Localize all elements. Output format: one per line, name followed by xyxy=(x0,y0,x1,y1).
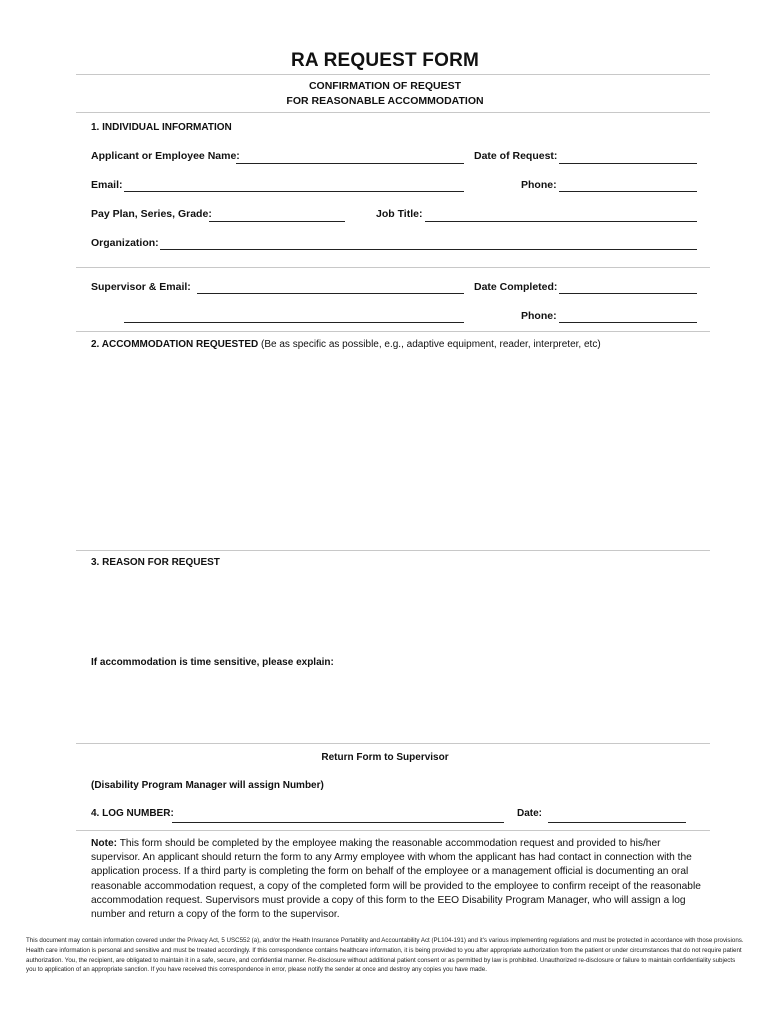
date-completed-field[interactable] xyxy=(559,293,697,294)
log-number-label: 4. LOG NUMBER: xyxy=(91,808,174,819)
privacy-disclaimer: This document may contain information covered under the Privacy Act, 5 USC552 (a), and/or the Health Insurance Portability and Accountability Act (PL104-191) and it's various implementing regulations and must be protected in accordance with those provisions. Health care information is personal and sensitive and must be treated accordingly. If this correspondence contains healthcare information, it is being provided to you after appropriate authorization from the patient or under circumstances that do not require patient authorization. You, the recipient, are obligated to maintain it in a safe, secure, and confidential manner. Re-disclosure without additional patient consent or as permitted by law is prohibited. Unauthorized re-disclosure or failure to maintain confidentiality subjects you to application of an appropriate sanction. If you have received this correspondence in error, please notify the sender at once and destroy any copies you have made. xyxy=(26,937,744,974)
dpm-assign-label: (Disability Program Manager will assign Number) xyxy=(91,780,324,791)
supervisor-email-field-2[interactable] xyxy=(124,322,464,323)
applicant-name-label: Applicant or Employee Name: xyxy=(91,150,240,162)
supervisor-phone-label: Phone: xyxy=(521,310,557,322)
section-2-title: 2. ACCOMMODATION REQUESTED xyxy=(91,339,259,350)
log-number-field[interactable] xyxy=(172,822,504,823)
section-2-hint: (Be as specific as possible, e.g., adaptive equipment, reader, interpreter, etc) xyxy=(261,339,601,350)
section-1-divider xyxy=(76,331,710,332)
section-2-divider xyxy=(76,550,710,551)
applicant-name-field[interactable] xyxy=(236,163,464,164)
pay-plan-label: Pay Plan, Series, Grade: xyxy=(91,208,212,220)
job-title-label: Job Title: xyxy=(376,208,423,220)
date-completed-label: Date Completed: xyxy=(474,281,558,293)
section-3-divider xyxy=(76,743,710,744)
organization-divider xyxy=(76,267,710,268)
supervisor-email-label: Supervisor & Email: xyxy=(91,281,191,293)
phone-label: Phone: xyxy=(521,179,557,191)
time-sensitive-label: If accommodation is time sensitive, please explain: xyxy=(91,657,334,668)
email-field[interactable] xyxy=(124,191,464,192)
time-sensitive-area[interactable] xyxy=(91,674,701,738)
note-paragraph xyxy=(91,837,701,922)
phone-field[interactable] xyxy=(559,191,697,192)
return-to-supervisor-label: Return Form to Supervisor xyxy=(321,752,449,763)
date-of-request-label: Date of Request: xyxy=(474,150,558,162)
job-title-field[interactable] xyxy=(425,221,697,222)
header-divider xyxy=(76,74,710,75)
form-subtitle-2: FOR REASONABLE ACCOMMODATION xyxy=(286,95,484,107)
section-2-heading xyxy=(91,339,601,350)
organization-field[interactable] xyxy=(160,249,697,250)
email-label: Email: xyxy=(91,179,123,191)
section-3-heading: 3. REASON FOR REQUEST xyxy=(91,557,220,568)
date-of-request-field[interactable] xyxy=(559,163,697,164)
supervisor-phone-field[interactable] xyxy=(559,322,697,323)
form-subtitle-1: CONFIRMATION OF REQUEST xyxy=(308,80,462,92)
section-4-divider xyxy=(76,830,710,831)
log-date-field[interactable] xyxy=(548,822,686,823)
subtitle-divider xyxy=(76,112,710,113)
note-lead: Note: xyxy=(91,838,118,849)
log-date-label: Date: xyxy=(517,808,543,819)
organization-label: Organization: xyxy=(91,237,159,249)
note-text: This form should be completed by the employee making the reasonable accommodation request and provided to his/her supervisor. An applicant should return the form to any Army employee with whom the applicant has had contact in connection with the application process. If a third party is completing the form on behalf of the employee or a management official is documenting an oral reasonable accommodation request, a copy of the completed form will be provided to the employee to confirm receipt of the reasonable accommodation request. Supervisors must provide a copy of this form to the EEO Disability Program Manager, who will assign a log number and return a copy of the form to the supervisor. xyxy=(91,838,701,921)
reason-for-request-area[interactable] xyxy=(91,574,701,652)
pay-plan-field[interactable] xyxy=(209,221,345,222)
supervisor-email-field[interactable] xyxy=(197,293,464,294)
accommodation-requested-area[interactable] xyxy=(91,356,701,546)
section-1-heading: 1. INDIVIDUAL INFORMATION xyxy=(91,122,232,133)
form-title: RA REQUEST FORM xyxy=(290,50,480,71)
